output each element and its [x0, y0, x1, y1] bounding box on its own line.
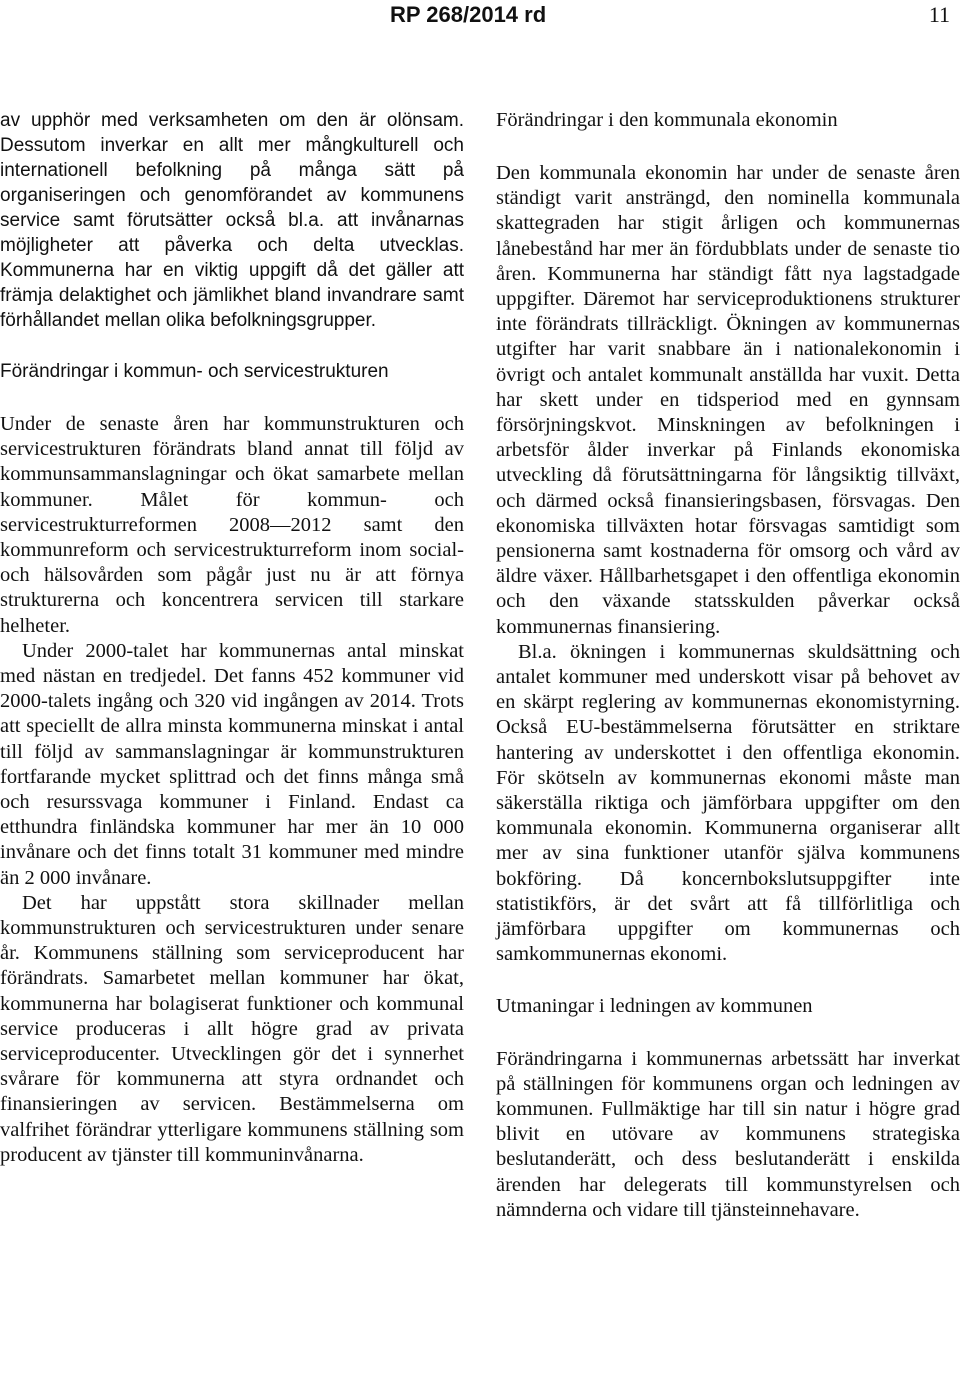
left-paragraph-1: av upphör med verksamheten om den är olönsam. Dessutom inverkar en allt mer mångkulturell och internationell befolkning på många sätt på organiseringen och genomförandet av kommunens service samt förutsätter också bl.a. att invånarnas möjligheter att påverka och delta utvecklas. Kommunerna har en viktig uppgift då det gäller att främja delaktighet och jämlikhet bland invandrare samt förhållandet mellan olika befolkningsgrupper.: [0, 110, 464, 331]
section-heading-kommunala-ekonomin: Förändringar i den kommunala ekonomin: [496, 109, 838, 131]
page-number: 11: [928, 2, 950, 27]
left-paragraph-3: Under 2000-talet har kommunernas antal minskat med nästan en tredjedel. Det fanns 452 kommuner vid 2000-talets ingång och 320 vid ingången av 2014. Trots att speciellt de allra minsta kommunerna minskat i antal till följd av sammanslagningar är kommunstrukturen fortfarande mycket splittrad och det finns många små och resurssvaga kommuner i Finland. Endast ca etthundra finländska kommuner har mer än 10 000 invånare och det finns totalt 31 kommuner med mindre än 2 000 invånare.: [0, 639, 464, 889]
page-header: [0, 2, 960, 32]
section-heading-ledningen-av-kommunen: Utmaningar i ledningen av kommunen: [496, 994, 813, 1017]
left-paragraph-2: Under de senaste åren har kommunstrukturen och servicestrukturen förändrats bland annat till följd av kommunsammanslagningar och ökat samarbete mellan kommuner. Målet för kommun- och servicestrukturreformen 2008—2012 samt den kommunreform och servicestrukturreform inom social- och hälsovården som pågår just nu är att förnya strukturerna och koncentrera servicen till starkare helheter.: [0, 413, 464, 637]
right-paragraph-3: Förändringarna i kommunernas arbetssätt har inverkat på ställningen för kommunens organ och ledningen av kommunen. Fullmäktige har till sin natur i högre grad blivit en utövare av kommunens strategiska beslutanderätt, och dess beslutanderätt i enskilda ärenden har delegerats till kommunstyrelsen och nämnderna och vidare till tjänsteinnehavare.: [496, 1047, 960, 1221]
left-column: [0, 108, 464, 1168]
document-reference: RP 268/2014 rd: [390, 2, 547, 27]
left-paragraph-4: Det har uppstått stora skillnader mellan kommunstrukturen och servicestrukturen under senare år. Kommunens ställning som serviceproducent har förändrats. Samarbetet mellan kommuner har ökat, kommunerna har bolagiserat funktioner och kommunal service produceras i allt högre grad av privata serviceproducenter. Utvecklingen gör det i synnerhet svårare för kommunerna att styra ordnandet och finansieringen av servicen. Bestämmelserna om valfrihet förändrar ytterligare kommunens ställning som producent av tjänster till kommuninvånarna.: [0, 891, 464, 1166]
right-paragraph-2: Bl.a. ökningen i kommunernas skuldsättning och antalet kommuner med underskott visar på behovet av en skärpt reglering av kommunernas ekonomistyrning. Också EU-bestämmelserna förutsätter en striktare hantering av underskottet i den offentliga ekonomin. För skötseln av kommunernas ekonomi måste man säkerställa riktiga och jämförbara uppgifter om den kommunala ekonomin. Kommunerna organiserar allt mer av sina funktioner utanför själva kommunens bokföring. Då koncernbokslutsuppgifter inte statistikförs, är det svårt att få tillförlitliga och jämförbara uppgifter om kommunernas och samkommunernas ekonomi.: [496, 640, 960, 966]
section-heading-kommun-och-servicestruktur: Förändringar i kommun- och servicestrukturen: [0, 361, 389, 382]
right-paragraph-1: Den kommunala ekonomin har under de senaste åren ständigt varit ansträngd, den nominella kommunala skattegraden har stigit årligen och kommunernas lånebestånd har mer än fördubblats under de senaste tio åren. Kommunerna har ständigt fått nya lagstadgade uppgifter. Däremot har serviceproduktionens strukturer inte förändrats tillräckligt. Ökningen av kommunernas utgifter har varit snabbare än i nationalekonomin i övrigt och antalet kommunalt anställda har vuxit. Detta har skett under en tidsperiod med en gynnsam försörjningskvot. Minskningen av befolkningen i arbetsför ålder inverkar på Finlands ekonomiska utveckling då förutsättningarna för långsiktig tillväxt, och därmed också finansieringsbasen, försvagas. Den ekonomiska tillväxten hotar försvagas samtidigt som pensionerna samt kostnaderna för omsorg och vård av äldre växer. Hållbarhetsgapet i den offentliga ekonomin och den växande statsskulden påverkar också kommunernas finansiering.: [496, 162, 960, 638]
right-column: [496, 108, 960, 1223]
